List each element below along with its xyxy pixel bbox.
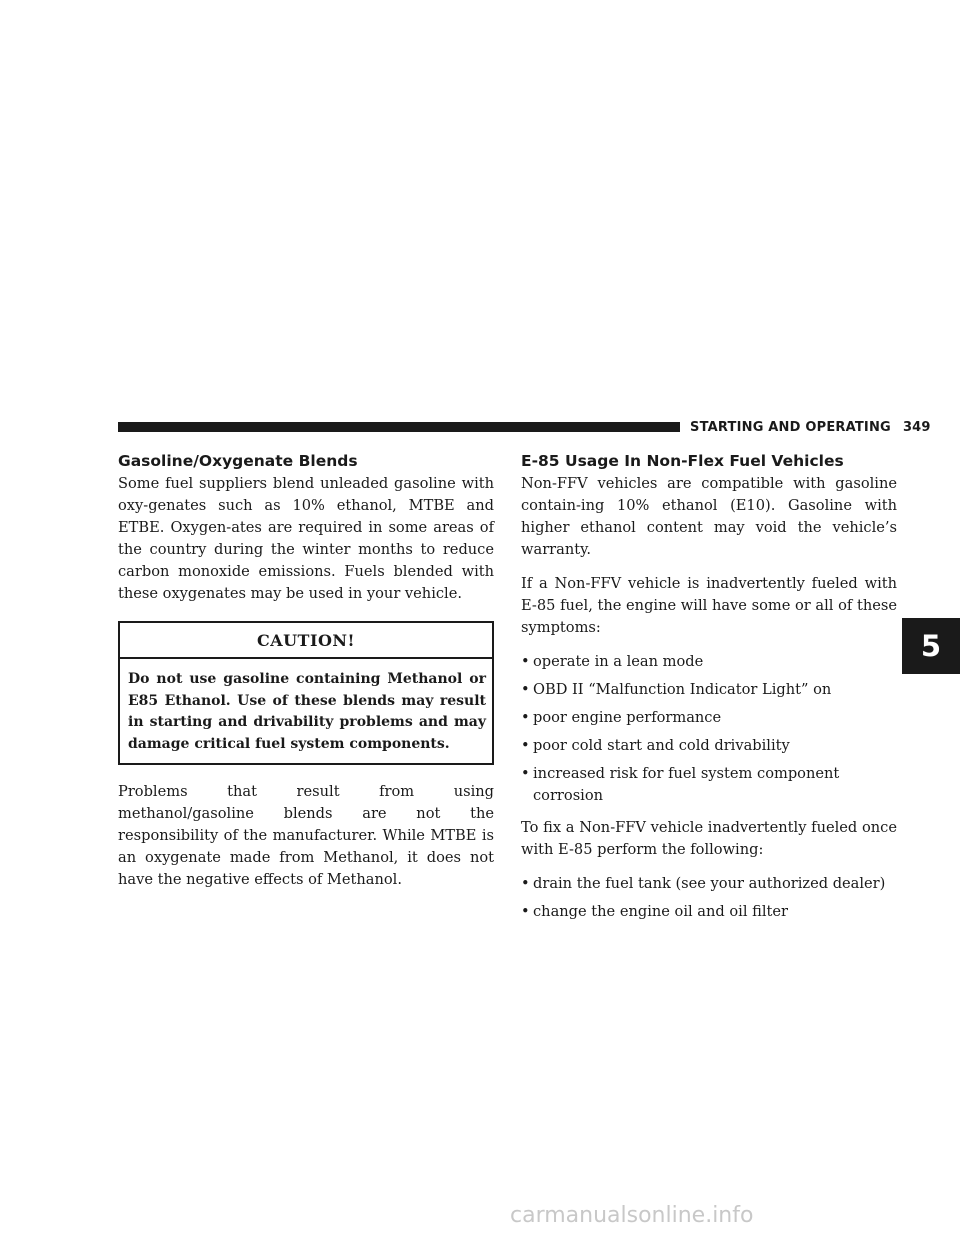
bullet-icon: • bbox=[521, 653, 530, 670]
bullet-icon: • bbox=[521, 737, 530, 754]
bullet-icon: • bbox=[521, 681, 530, 698]
section-title: STARTING AND OPERATING bbox=[690, 420, 891, 435]
bullet-icon: • bbox=[521, 903, 530, 920]
list-item bbox=[521, 735, 897, 757]
paragraph: If a Non-FFV vehicle is inadvertently fueled with E-85 fuel, the engine will have some or all of these symptoms: bbox=[521, 575, 897, 636]
list-item-text: OBD II “Malfunction Indicator Light” on bbox=[533, 681, 832, 698]
list-item bbox=[521, 651, 897, 673]
caution-box bbox=[118, 621, 494, 765]
list-item bbox=[521, 901, 897, 923]
bullet-icon: • bbox=[521, 765, 530, 782]
list-item-text: drain the fuel tank (see your authorized dealer) bbox=[533, 875, 886, 892]
paragraph: To fix a Non-FFV vehicle inadvertently fueled once with E-85 perform the following: bbox=[521, 819, 897, 858]
list-item bbox=[521, 707, 897, 729]
list-item-text: increased risk for fuel system component corrosion bbox=[533, 765, 840, 804]
list-item bbox=[521, 873, 897, 895]
fix-list bbox=[521, 873, 897, 923]
right-column bbox=[521, 451, 897, 933]
watermark-link[interactable]: carmanualsonline.info bbox=[510, 1203, 754, 1228]
running-header bbox=[690, 420, 931, 435]
section-heading: E-85 Usage In Non-Flex Fuel Vehicles bbox=[521, 452, 844, 470]
chapter-tab: 5 bbox=[902, 618, 960, 674]
section-heading: Gasoline/Oxygenate Blends bbox=[118, 452, 358, 470]
left-column bbox=[118, 451, 494, 903]
list-item bbox=[521, 763, 897, 807]
list-item-text: poor engine performance bbox=[533, 709, 722, 726]
bullet-icon: • bbox=[521, 875, 530, 892]
list-item-text: change the engine oil and oil filter bbox=[533, 903, 789, 920]
bullet-icon: • bbox=[521, 709, 530, 726]
list-item-text: poor cold start and cold drivability bbox=[533, 737, 790, 754]
paragraph: Problems that result from using methanol/gasoline blends are not the responsibility of the manufacturer. While MTBE is an oxygenate made from Methanol, it does not have the negative effects of Methanol. bbox=[118, 783, 494, 888]
list-item-text: operate in a lean mode bbox=[533, 653, 704, 670]
list-item bbox=[521, 679, 897, 701]
paragraph: Some fuel suppliers blend unleaded gasoline with oxy-genates such as 10% ethanol, MTBE and ETBE. Oxygen-ates are required in some areas of the country during the winter months to reduce carbon monoxide emissions. Fuels blended with these oxygenates may be used in your vehicle. bbox=[118, 475, 494, 602]
paragraph: Non-FFV vehicles are compatible with gasoline contain-ing 10% ethanol (E10). Gasoline with higher ethanol content may void the vehicle’s warranty. bbox=[521, 475, 897, 558]
caution-text: Do not use gasoline containing Methanol or E85 Ethanol. Use of these blends may result in starting and drivability problems and may damage critical fuel system components. bbox=[128, 671, 486, 752]
page-number: 349 bbox=[902, 420, 931, 435]
header-rule bbox=[118, 422, 680, 432]
symptom-list bbox=[521, 651, 897, 807]
caution-title: CAUTION! bbox=[120, 623, 492, 659]
